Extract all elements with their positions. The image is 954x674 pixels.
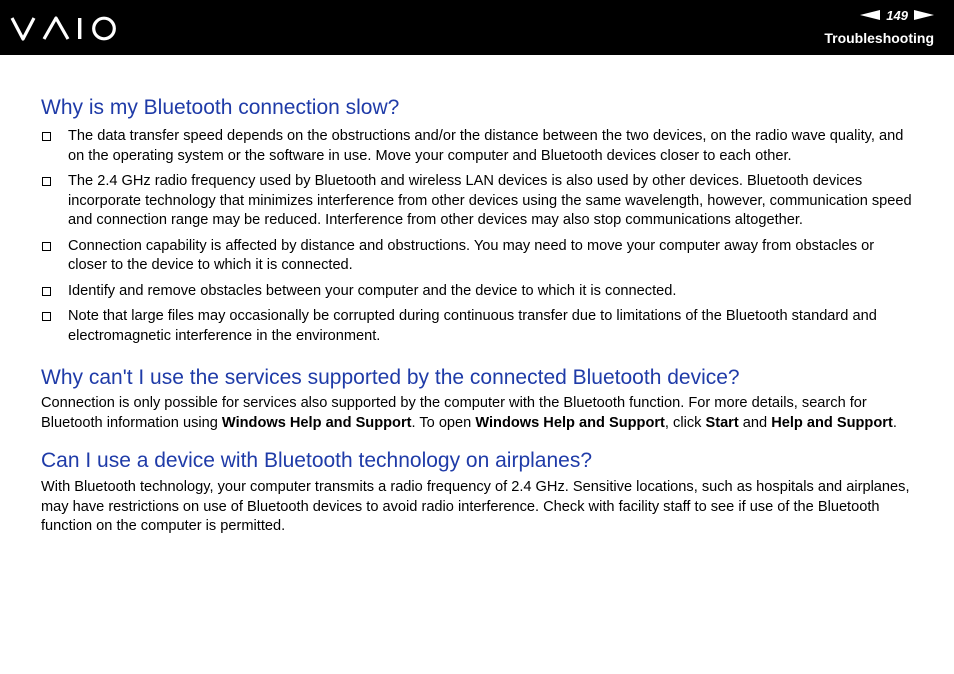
heading-bluetooth-slow: Why is my Bluetooth connection slow? xyxy=(41,96,400,119)
checkbox-bullet-icon xyxy=(42,132,51,141)
bullet-list xyxy=(41,127,913,346)
airplanes-paragraph: With Bluetooth technology, your computer transmits a radio frequency of 2.4 GHz. Sensitive locations, such as hospitals and airplanes, may have restrictions on use of Bluetooth devices to avoid radio interference. Check with facility staff to see if use of the Bluetooth function on the computer is permitted. xyxy=(41,479,910,534)
page-navigation xyxy=(860,7,934,23)
left-arrow-icon[interactable] xyxy=(860,10,880,20)
vaio-logo xyxy=(10,12,122,44)
list-item: The data transfer speed depends on the obstructions and/or the distance between the two devices, on the radio wave quality, and on the operating system or the software in use. Move your computer and Bluetooth devices closer to each other. xyxy=(41,127,913,166)
list-item: Identify and remove obstacles between your computer and the device to which it is connected. xyxy=(41,282,913,302)
page-header xyxy=(0,0,954,55)
checkbox-bullet-icon xyxy=(42,287,51,296)
checkbox-bullet-icon xyxy=(42,177,51,186)
list-item: Connection capability is affected by distance and obstructions. You may need to move your computer away from obstacles or closer to the device to which it is connected. xyxy=(41,237,913,276)
page-number: 149 xyxy=(886,7,908,23)
checkbox-bullet-icon xyxy=(42,242,51,251)
checkbox-bullet-icon xyxy=(42,312,51,321)
page-content xyxy=(41,95,913,537)
section-title: Troubleshooting xyxy=(824,30,934,46)
list-item: Note that large files may occasionally be corrupted during continuous transfer due to limitations of the Bluetooth standard and electromagnetic interference in the environment. xyxy=(41,307,913,346)
heading-services-unsupported: Why can't I use the services supported by the connected Bluetooth device? xyxy=(41,366,740,389)
services-paragraph: Connection is only possible for services also supported by the computer with the Bluetooth function. For more details, search for Bluetooth information using Windows Help and Support. To open Windows Help and Support, click Start and Help and Support. xyxy=(41,395,897,431)
right-arrow-icon[interactable] xyxy=(914,10,934,20)
heading-airplanes: Can I use a device with Bluetooth technology on airplanes? xyxy=(41,449,593,472)
list-item: The 2.4 GHz radio frequency used by Bluetooth and wireless LAN devices is also used by other devices. Bluetooth devices incorporate technology that minimizes interference from other devices using the same wavelength, however, communication speed and connection range may be reduced. Interference from other devices may also stop communications altogether. xyxy=(41,172,913,231)
